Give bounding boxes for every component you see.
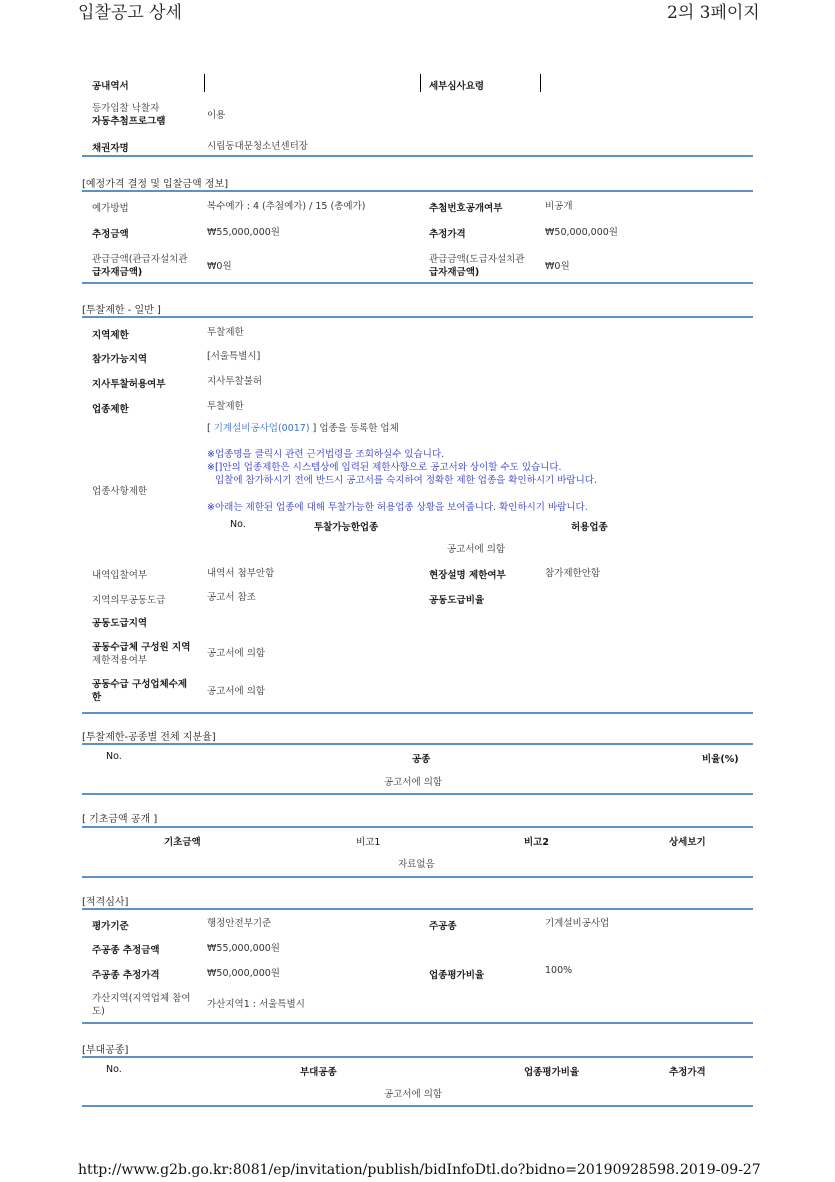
label-review-guide: 세부심사요령 [429,81,485,92]
value-region: 투찰제한 [207,327,244,338]
value-main-amount: ₩55,000,000원 [207,943,280,954]
value-criteria: 행정안전부기준 [207,918,272,929]
base-col-amount: 기초금액 [164,837,201,848]
col-allowed-bid: 투찰가능한업종 [314,522,379,533]
section-divider [82,1056,753,1058]
section-title-review: [적격심사] [82,897,129,908]
label-bonus-1: 가산지역(지역업체 참여 [92,993,191,1004]
section-title-price: [예정가격 결정 및 입찰금액 정보] [82,179,229,190]
value-detail: 내역서 첨부안함 [207,568,275,579]
col-no: No. [230,519,246,530]
page-title: 입찰공고 상세 [78,3,182,23]
label-auto-draw-1: 등가입찰 낙찰자 [92,103,160,114]
value-joint-member: 공고서에 의함 [207,648,266,659]
label-eval-ratio: 업종평가비율 [429,970,485,981]
footer-url: http://www.g2b.go.kr:8081/ep/invitation/publish/bidInfoDtl.do?bidno=20190928598... [78,1162,689,1178]
label-industry-notice: 업종사항제한 [92,486,148,497]
value-main-kind: 기계설비공사업 [545,918,610,929]
label-criteria: 평가기준 [92,921,129,932]
label-creditor: 채권자명 [92,143,129,154]
share-col-kind: 공종 [412,754,431,765]
base-col-detail: 상세보기 [669,837,706,848]
label-area: 참가가능지역 [92,354,148,365]
value-lottery: 비공개 [545,201,573,212]
label-duty: 지역의무공동도급 [92,595,166,606]
label-main-kind: 주공종 [429,921,457,932]
divider [540,74,541,92]
industry-line [207,420,399,434]
section-divider [82,743,753,745]
section-divider [82,155,753,157]
label-industry: 업종제한 [92,404,129,415]
section-divider [82,826,753,828]
section-title-sub: [부대공종] [82,1045,129,1056]
label-auto-draw-2: 자동추첨프로그램 [92,116,166,127]
label-r1: 공내역서 [92,81,129,92]
sub-col-price: 추정가격 [669,1067,706,1078]
label-supply2-2: 급자재금액) [429,267,480,278]
industry-line-rest: ] 업종을 등록한 업체 [309,423,399,434]
notice-2: ※[]안의 업종제한은 시스템상에 입력된 제한사항으로 공고서와 상이할 수도 있습니다. [207,462,562,473]
value-est-price: ₩50,000,000원 [545,227,618,238]
label-region: 지역제한 [92,330,129,341]
sub-col-ratio: 업종평가비율 [524,1067,580,1078]
section-divider [82,876,753,878]
label-joint-count-1: 공동수급 구성업체수제 [92,679,188,690]
section-divider [82,712,753,714]
bracket-open: [ [207,423,214,434]
section-divider [82,908,753,910]
value-branch: 지사투찰불허 [207,376,263,387]
label-main-amount: 주공종 추정금액 [92,945,160,956]
share-note: 공고서에 의함 [384,777,443,788]
sub-note: 공고서에 의함 [384,1089,443,1100]
label-branch: 지사투찰허용여부 [92,379,166,390]
industry-table-note: 공고서에 의함 [447,544,506,555]
base-col-note2: 비고2 [524,837,549,848]
value-industry: 투찰제한 [207,401,244,412]
label-est-price: 추정가격 [429,229,466,240]
label-supply2-1: 관급금액(도급자설치관 [429,254,525,265]
value-duty: 공고서 참조 [207,592,256,603]
value-supply2: ₩0원 [545,261,570,272]
share-col-ratio: 비율(%) [702,754,739,765]
label-bonus-2: 도) [92,1006,105,1017]
value-creditor: 시립동대문청소년센터장 [207,141,308,152]
divider [420,74,421,92]
sub-col-kind: 부대공종 [300,1067,337,1078]
section-title-share: [투찰제한-공종별 전체 지분율] [82,732,216,743]
page-number: 2의 3페이지 [667,3,760,23]
label-joint-member-1: 공동수급체 구성원 지역 [92,642,191,653]
label-supply1-1: 관급금액(관급자설치관 [92,254,188,265]
share-col-no: No. [106,751,122,762]
section-divider [82,282,753,284]
value-supply1: ₩0원 [207,261,232,272]
section-divider [82,793,753,795]
notice-1: ※업종명을 클릭시 관련 근거법령을 조회하실수 있습니다. [207,449,445,460]
section-divider [82,316,753,318]
value-bonus: 가산지역1 : 서울특별시 [207,999,305,1010]
section-title-base: [ 기초금액 공개 ] [82,814,158,825]
value-main-price: ₩50,000,000원 [207,968,280,979]
value-eval-ratio: 100% [545,965,573,976]
section-title-limit: [투찰제한 - 일반 ] [82,305,161,316]
label-supply1-2: 급자재금액) [92,267,143,278]
label-main-price: 주공종 추정가격 [92,970,160,981]
base-note: 자료없음 [398,859,435,870]
label-est-amount: 추정금액 [92,229,129,240]
notice-4: ※아래는 제한된 업종에 대해 투찰가능한 허용업종 상황을 보여줍니다. 확인하시기 바랍니다. [207,502,588,513]
value-est-amount: ₩55,000,000원 [207,227,280,238]
label-method: 예가방법 [92,203,129,214]
footer-date: 2019-09-27 [680,1162,761,1178]
value-auto-draw: 이용 [207,110,226,121]
label-joint-count-2: 한 [92,692,102,703]
value-area: [서울특별시] [207,351,261,362]
label-detail: 내역입찰여부 [92,570,148,581]
label-lottery: 추첨번호공개여부 [429,203,503,214]
notice-3: 입찰에 참가하시기 전에 반드시 공고서를 숙지하여 정확한 제한 업종을 확인하시기 바랍니다. [215,475,597,486]
sub-col-no: No. [106,1064,122,1075]
base-col-note1: 비고1 [356,837,381,848]
label-joint-member-2: 제한적용여부 [92,655,148,666]
value-method: 복수예가 : 4 (추첨예가) / 15 (총예가) [207,201,366,212]
section-divider [82,190,753,192]
col-allowed: 허용업종 [571,522,608,533]
divider [204,74,205,92]
label-joint-region: 공동도급지역 [92,618,148,629]
label-site: 현장설명 제한여부 [429,570,506,581]
section-divider [82,1105,753,1107]
label-joint-ratio: 공동도급비율 [429,595,485,606]
value-site: 참가제한안함 [545,568,601,579]
industry-link[interactable]: 기계설비공사업(0017) [213,423,310,434]
value-joint-count: 공고서에 의함 [207,686,266,697]
section-divider [82,1022,753,1024]
